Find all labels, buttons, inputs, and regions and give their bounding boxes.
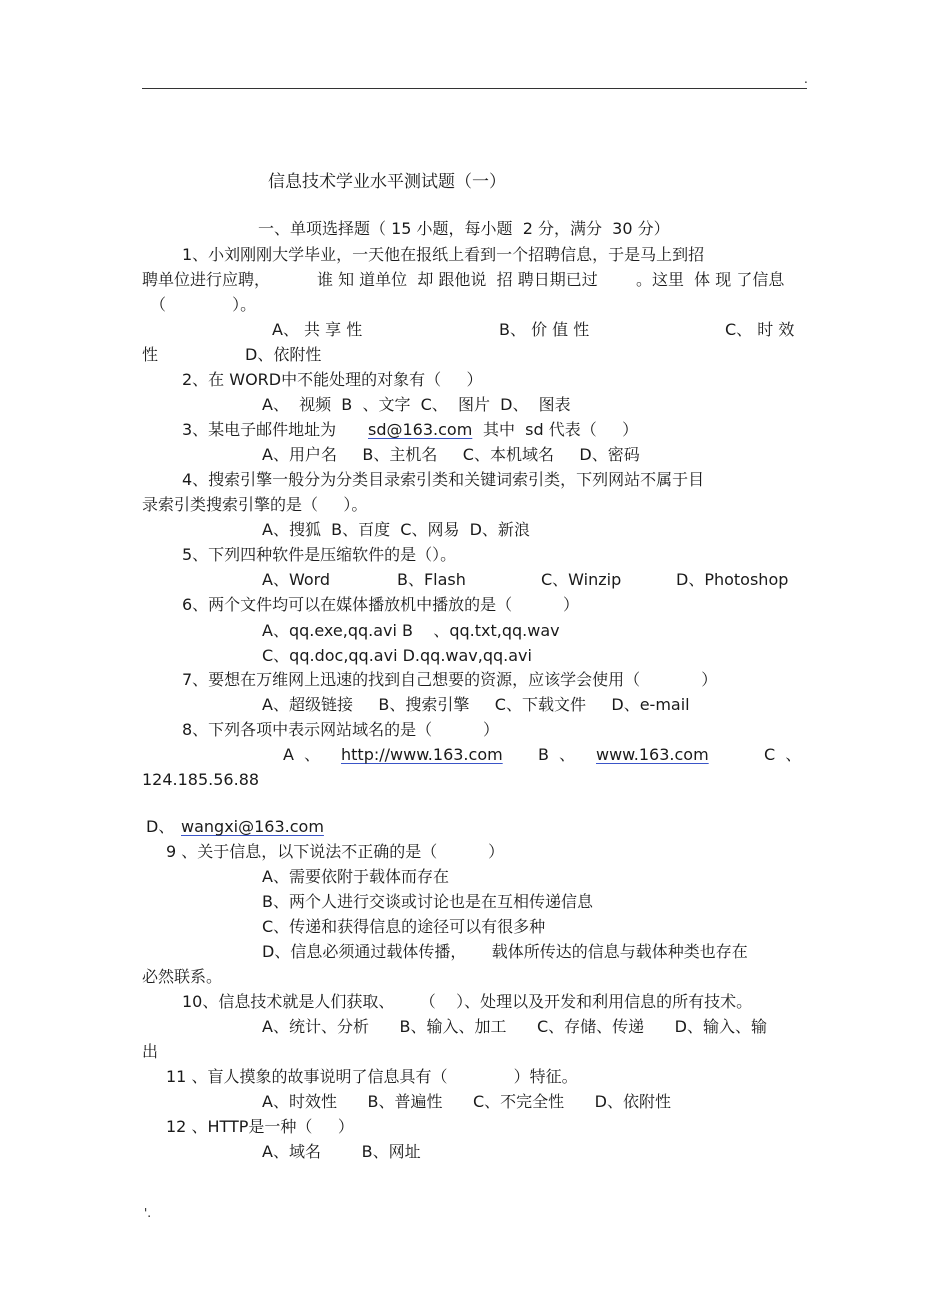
q5-option-b: B、Flash <box>397 570 466 589</box>
header-rule <box>142 88 807 89</box>
q7-options: A、超级链接 B、搜索引擎 C、下载文件 D、e-mail <box>262 695 690 714</box>
q4-stem-line-1: 4、搜索引擎一般分为分类目录索引类和关键词索引类，下列网站不属于目 <box>182 470 705 489</box>
q1-option-c-wrap: 性 <box>142 345 159 364</box>
q8-option-b-label: B 、 <box>538 745 576 764</box>
page-title: 信息技术学业水平测试题（一） <box>268 172 506 192</box>
header-dot: . <box>804 72 808 86</box>
q2-options: A、 视频 B 、文字 C、 图片 D、 图表 <box>262 395 571 414</box>
q9-option-d-wrap: 必然联系。 <box>142 967 223 986</box>
q5-option-d: D、Photoshop <box>676 570 789 589</box>
footer-dot: '. <box>144 1206 152 1220</box>
q3-options: A、用户名 B、主机名 C、本机域名 D、密码 <box>262 445 640 464</box>
q1-option-d: D、依附性 <box>245 345 322 364</box>
q11-options: A、时效性 B、普遍性 C、不完全性 D、依附性 <box>262 1092 671 1111</box>
q1-stem-line-2b: 谁 知 道单位 却 跟他说 招 聘日期已过 <box>317 270 598 289</box>
q1-stem-line-2a: 聘单位进行应聘， <box>142 270 271 289</box>
section-heading: 一、单项选择题（ 15 小题，每小题 2 分，满分 30 分） <box>258 219 670 238</box>
q5-option-c: C、Winzip <box>541 570 622 589</box>
q1-option-b: B、 价 值 性 <box>499 320 590 339</box>
q9-option-b: B、两个人进行交谈或讨论也是在互相传递信息 <box>262 892 593 911</box>
q8-option-c: 124.185.56.88 <box>142 770 260 789</box>
q8-option-a-link[interactable]: http://www.163.com <box>341 745 503 764</box>
q9-stem: 9 、关于信息，以下说法不正确的是（ ） <box>166 842 505 861</box>
q4-options: A、搜狐 B、百度 C、网易 D、新浪 <box>262 520 530 539</box>
q2-stem: 2、在 WORD中不能处理的对象有（ ） <box>182 370 483 389</box>
q5-stem: 5、下列四种软件是压缩软件的是（）。 <box>182 545 457 564</box>
q9-option-a: A、需要依附于载体而存在 <box>262 867 449 886</box>
q8-option-d-link[interactable]: wangxi@163.com <box>181 817 324 836</box>
q3-stem-post: 其中 sd 代表（ ） <box>483 420 639 439</box>
q9-option-c: C、传递和获得信息的途径可以有很多种 <box>262 917 546 936</box>
q12-options: A、域名 B、网址 <box>262 1142 421 1161</box>
q6-options-line-2: C、qq.doc,qq.avi D.qq.wav,qq.avi <box>262 646 532 665</box>
q5-option-a: A、Word <box>262 570 331 589</box>
q10-options-wrap: 出 <box>142 1042 159 1061</box>
q7-stem: 7、要想在万维网上迅速的找到自己想要的资源，应该学会使用（ ） <box>182 670 718 689</box>
q8-option-a-label: A 、 <box>283 745 321 764</box>
q1-option-a: A、 共 享 性 <box>272 320 363 339</box>
q1-stem-line-1: 1、小刘刚刚大学毕业，一天他在报纸上看到一个招聘信息，于是马上到招 <box>182 245 705 264</box>
q8-option-d-label: D、 <box>146 817 175 836</box>
q10-options: A、统计、分析 B、输入、加工 C、存储、传递 D、输入、输 <box>262 1017 767 1036</box>
q8-stem: 8、下列各项中表示网站域名的是（ ） <box>182 720 500 739</box>
q1-stem-line-3: （ ）。 <box>150 295 257 314</box>
q10-stem: 10、信息技术就是人们获取、 （ ）、处理以及开发和利用信息的所有技术。 <box>182 992 753 1011</box>
q6-options-line-1: A、qq.exe,qq.avi B 、qq.txt,qq.wav <box>262 621 560 640</box>
q3-stem-pre: 3、某电子邮件地址为 <box>182 420 337 439</box>
q6-stem: 6、两个文件均可以在媒体播放机中播放的是（ ） <box>182 595 580 614</box>
q1-option-c: C、 时 效 <box>725 320 795 339</box>
q1-stem-line-2c: 。这里 体 现 了信息 <box>636 270 785 289</box>
q11-stem: 11 、盲人摸象的故事说明了信息具有（ ）特征。 <box>166 1067 578 1086</box>
q9-option-d: D、信息必须通过载体传播， 载体所传达的信息与载体种类也存在 <box>262 942 748 961</box>
q4-stem-line-2: 录索引类搜索引擎的是（ ）。 <box>142 495 368 514</box>
q8-option-c-label: C 、 <box>764 745 802 764</box>
q12-stem: 12 、HTTP是一种（ ） <box>166 1117 354 1136</box>
q3-email-link[interactable]: sd@163.com <box>368 420 473 439</box>
q8-option-b-link[interactable]: www.163.com <box>596 745 709 764</box>
